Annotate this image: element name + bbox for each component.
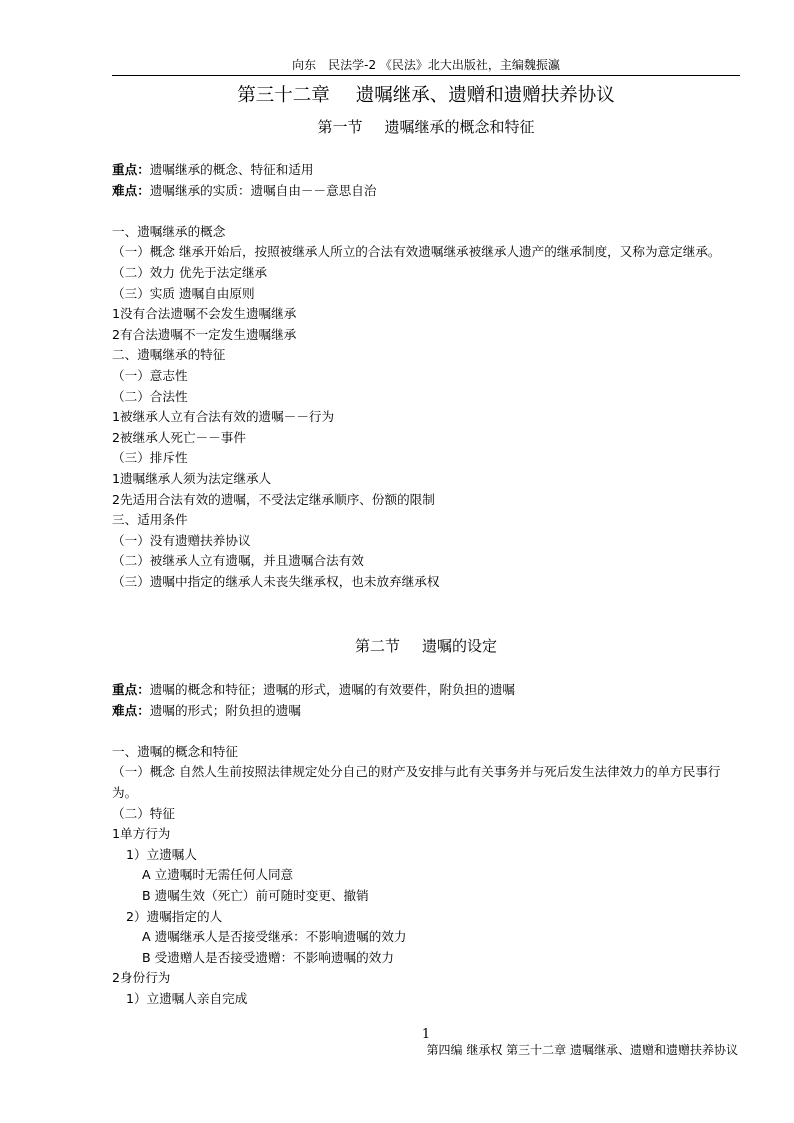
section-2-title [112, 636, 740, 656]
list-item: （三）实质 遗嘱自由原则 [112, 285, 255, 301]
difficult-points [112, 181, 740, 202]
key-points-text: 遗嘱继承的概念、特征和适用 [149, 162, 314, 177]
heading: 一、遗嘱继承的概念 [112, 223, 226, 239]
section-1-number: 第一节 [317, 118, 363, 136]
heading: 一、遗嘱的概念和特征 [112, 743, 238, 759]
page-number: 1 [421, 1027, 431, 1042]
running-footer: 第四编 继承权 第三十二章 遗嘱继承、遗赠和遗赠扶养协议 [426, 1043, 738, 1057]
chapter-number: 第三十二章 [237, 85, 330, 106]
list-item: （一）没有遗赠扶养协议 [112, 532, 251, 548]
chapter-title [112, 84, 740, 108]
difficult-points-text: 遗嘱继承的实质：遗嘱自由－－意思自治 [149, 182, 377, 198]
list-item: 1被继承人立有合法有效的遗嘱－－行为 [112, 409, 335, 425]
key-points-label: 重点： [112, 682, 150, 697]
key-points-label: 重点： [112, 162, 150, 177]
list-item: B 遗嘱生效（死亡）前可随时变更、撤销 [142, 887, 369, 903]
key-points [112, 680, 740, 701]
list-item: （一）意志性 [112, 367, 188, 383]
list-item: 1）立遗嘱人亲自完成 [126, 990, 248, 1006]
list-item: 1单方行为 [112, 826, 171, 842]
difficult-points [112, 701, 740, 722]
list-item: A 立遗嘱时无需任何人同意 [142, 867, 294, 883]
list-item: （三）遗嘱中指定的继承人未丧失继承权，也未放弃继承权 [112, 573, 440, 589]
list-item: 1）立遗嘱人 [126, 846, 197, 862]
section-2-body [112, 680, 740, 1010]
section-1-title [112, 117, 740, 137]
difficult-points-label: 难点： [112, 182, 150, 198]
heading: 三、适用条件 [112, 512, 188, 528]
list-item: 1没有合法遗嘱不会发生遗嘱继承 [112, 306, 297, 322]
list-item: （二）被继承人立有遗嘱，并且遗嘱合法有效 [112, 553, 364, 569]
list-item: B 受遗赠人是否接受遗赠：不影响遗嘱的效力 [142, 949, 394, 965]
list-item: A 遗嘱继承人是否接受继承：不影响遗嘱的效力 [142, 929, 407, 945]
list-item: 2先适用合法有效的遗嘱，不受法定继承顺序、份额的限制 [112, 491, 435, 507]
running-header: 向东 民法学-2 《民法》北大出版社，主编魏振瀛 [112, 58, 740, 76]
difficult-points-text: 遗嘱的形式；附负担的遗嘱 [149, 702, 301, 718]
heading: 二、遗嘱继承的特征 [112, 347, 226, 363]
section-2-name: 遗嘱的设定 [422, 637, 498, 655]
list-item: 2）遗嘱指定的人 [126, 908, 223, 924]
list-item: 2身份行为 [112, 970, 171, 986]
key-points-text: 遗嘱的概念和特征；遗嘱的形式，遗嘱的有效要件，附负担的遗嘱 [149, 682, 515, 697]
list-item: 1遗嘱继承人须为法定继承人 [112, 470, 272, 486]
chapter-name: 遗嘱继承、遗赠和遗赠扶养协议 [355, 85, 615, 106]
list-item: （三）排斥性 [112, 450, 188, 466]
list-item: （二）合法性 [112, 388, 188, 404]
difficult-points-label: 难点： [112, 702, 150, 718]
list-item: （二）特征 [112, 805, 175, 821]
section-1-body [112, 160, 740, 592]
paragraph: （一）概念 自然人生前按照法律规定处分自己的财产及安排与此有关事务并与死后发生法律效力的单方民事行为。 [112, 764, 721, 800]
paragraph: （一）概念 继承开始后，按照被继承人所立的合法有效遗嘱继承被继承人遗产的继承制度，又称为意定继承。 [112, 244, 721, 260]
list-item: 2有合法遗嘱不一定发生遗嘱继承 [112, 326, 297, 342]
list-item: 2被继承人死亡－－事件 [112, 429, 246, 445]
section-2-number: 第二节 [354, 637, 400, 655]
section-1-name: 遗嘱继承的概念和特征 [384, 118, 535, 136]
key-points [112, 160, 740, 181]
list-item: （二）效力 优先于法定继承 [112, 264, 268, 280]
